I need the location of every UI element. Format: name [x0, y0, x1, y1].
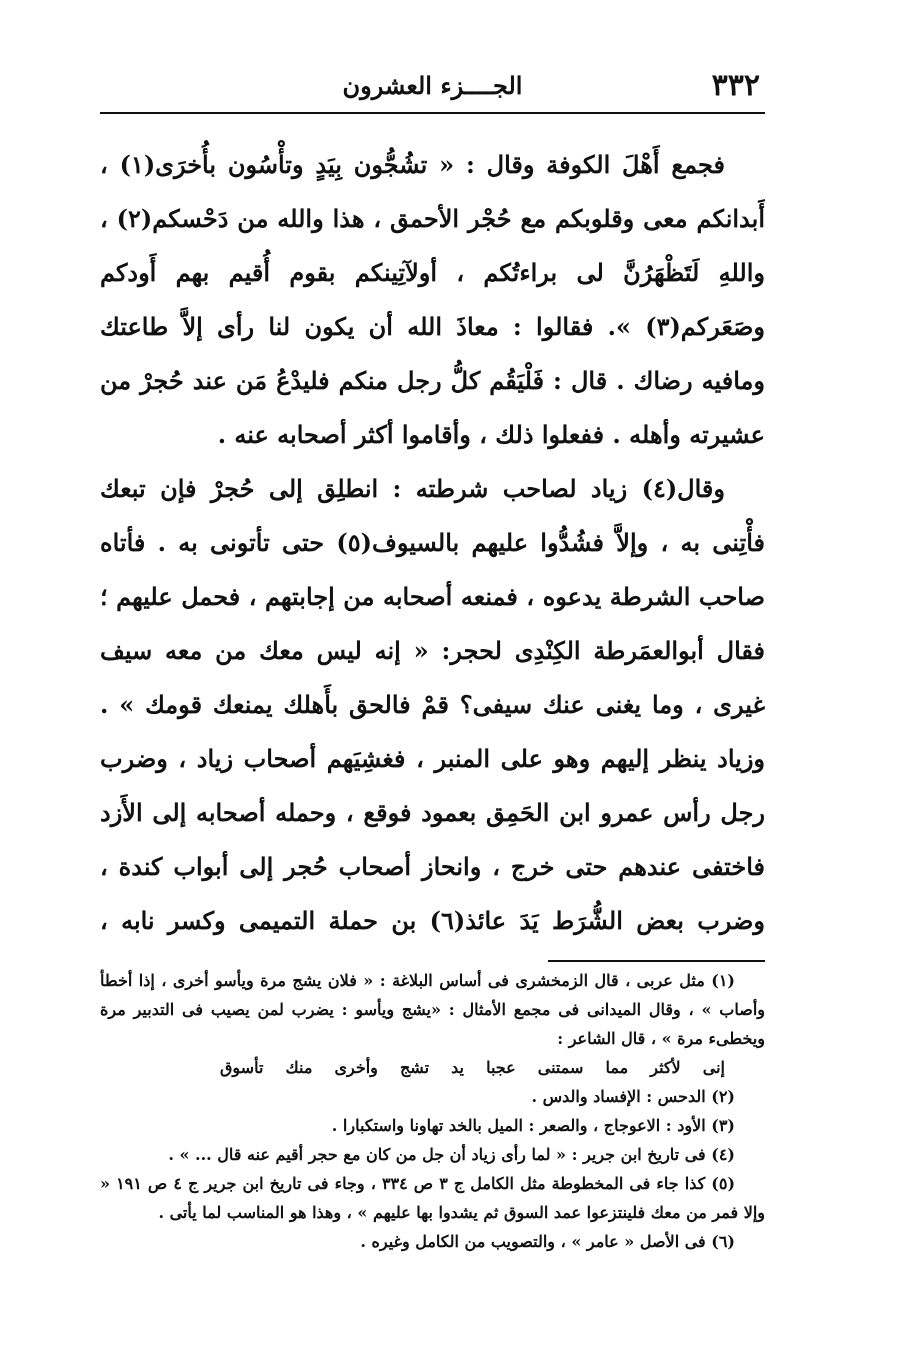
- footnotes: [100, 966, 765, 1316]
- footnote-1-verse: إنى لأكثر مما سمتنى عجبا يد تشج وأخرى منك تأسوق: [220, 1058, 725, 1077]
- page-header: [105, 66, 760, 106]
- footnote-4: (٤) فى تاريخ ابن جرير : « لما رأى زياد أن جل من كان مع حجر أقيم عنه قال ... » .: [168, 1145, 735, 1164]
- paragraph-1: فجمع أَهْلَ الكوفة وقال : « تشُجُّون بِيَدٍ وتأْسُون بأُخرَى(١) ، أَبدانكم معى وقلوبكم مع حُجْر الأحمق ، هذا والله من دَحْسكم(٢) ، واللهِ لَتَظْهَرُنَّ لى براءتُكم ، أولآتِينكم بقوم أُقيم بهم أَودكم وصَعَركم(٣) ». فقالوا : معاذَ الله أن يكون لنا رأى إلاَّ طاعتك ومافيه رضاك . قال : فَلْيَقُم كلُّ رجل منكم فليدْعُ مَن عند حُجرْ من عشيرته وأهله . ففعلوا ذلك ، وأقاموا أكثر أصحابه عنه .: [100, 150, 765, 449]
- footnote-2: (٢) الدحس : الإفساد والدس .: [531, 1087, 735, 1106]
- footnote-5: (٥) كذا جاء فى المخطوطة مثل الكامل ج ٣ ص ٣٣٤ ، وجاء فى تاريخ ابن جرير ج ٤ ص ١٩١ « وإلا فمر من معك فلينتزعوا عمد السوق ثم يشدوا بها عليهم » ، وهذا هو المناسب لما يأتى .: [100, 1174, 765, 1222]
- running-title: الجــــزء العشرون: [342, 71, 523, 100]
- footnote-6: (٦) فى الأصل « عامر » ، والتصويب من الكامل وغيره .: [360, 1232, 735, 1251]
- main-text: [100, 138, 765, 948]
- footnote-3: (٣) الأود : الاعوجاج ، والصعر : الميل بالخد تهاونا واستكبارا .: [331, 1116, 735, 1135]
- page-number: ٣٣٢: [711, 68, 760, 103]
- footnote-1: (١) مثل عربى ، قال الزمخشرى فى أساس البلاغة : « فلان يشج مرة ويأسو أخرى ، إذا أخطأ وأصاب » ، وقال الميدانى فى مجمع الأمثال : «يشج ويأسو : يضرب لمن يصيب فى التدبير مرة ويخطىء مرة » ، قال الشاعر :: [100, 971, 765, 1048]
- footnote-rule: [548, 960, 765, 962]
- header-rule: [100, 112, 765, 114]
- paragraph-2: وقال(٤) زياد لصاحب شرطته : انطلِق إلى حُجرْ فإن تبعك فأْتِنى به ، وإلاَّ فشُدُّوا عليهم بالسيوف(٥) حتى تأتونى به . فأتاه صاحب الشرطة يدعوه ، فمنعه أصحابه من إجابتهم ، فحمل عليهم ؛ فقال أبوالعمَرطة الكِنْدِى لحجر: « إنه ليس معك من معه سيف غيرى ، وما يغنى عنك سيفى؟ قمْ فالحق بأَهلك يمنعك قومك » . وزياد ينظر إليهم وهو على المنبر ، فغشِيَهم أصحاب زياد ، وضرب رجل رأس عمرو ابن الحَمِق بعمود فوقع ، وحمله أصحابه إلى الأَزد فاختفى عندهم حتى خرج ، وانحاز أصحاب حُجر إلى أبواب كندة ، وضرب بعض الشُّرَط يَدَ عائذ(٦) بن حملة التميمى وكسر نابه ،: [100, 474, 765, 935]
